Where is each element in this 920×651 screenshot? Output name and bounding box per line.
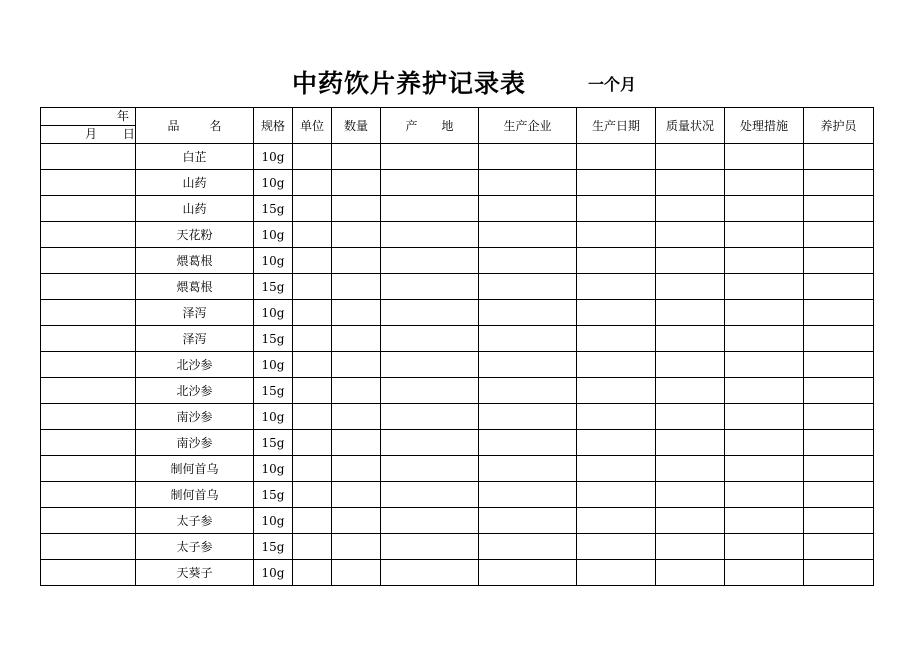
- cell-keeper[interactable]: [804, 196, 874, 222]
- cell-date[interactable]: [41, 326, 136, 352]
- cell-manufacturer[interactable]: [479, 482, 577, 508]
- cell-keeper[interactable]: [804, 300, 874, 326]
- cell-quantity[interactable]: [332, 534, 381, 560]
- cell-spec: 15g: [254, 196, 293, 222]
- cell-spec: 10g: [254, 222, 293, 248]
- header-unit: 单位: [293, 108, 332, 144]
- cell-keeper[interactable]: [804, 222, 874, 248]
- cell-spec: 15g: [254, 378, 293, 404]
- cell-quantity[interactable]: [332, 456, 381, 482]
- cell-quality-status[interactable]: [656, 508, 725, 534]
- table-row: [41, 404, 874, 430]
- cell-unit[interactable]: [293, 430, 332, 456]
- cell-keeper[interactable]: [804, 430, 874, 456]
- table-row: [41, 534, 874, 560]
- cell-date[interactable]: [41, 144, 136, 170]
- cell-unit[interactable]: [293, 560, 332, 586]
- cell-quantity[interactable]: [332, 274, 381, 300]
- cell-date[interactable]: [41, 222, 136, 248]
- cell-keeper[interactable]: [804, 404, 874, 430]
- cell-manufacturer[interactable]: [479, 404, 577, 430]
- cell-spec: 10g: [254, 248, 293, 274]
- table-row: [41, 144, 874, 170]
- cell-origin[interactable]: [381, 248, 479, 274]
- cell-treatment[interactable]: [725, 430, 804, 456]
- table-row: [41, 300, 874, 326]
- cell-production-date[interactable]: [577, 326, 656, 352]
- cell-manufacturer[interactable]: [479, 560, 577, 586]
- cell-quality-status[interactable]: [656, 352, 725, 378]
- cell-unit[interactable]: [293, 274, 332, 300]
- header-origin: 产 地: [381, 108, 479, 144]
- cell-date[interactable]: [41, 430, 136, 456]
- cell-name: 煨葛根: [136, 274, 254, 300]
- cell-keeper[interactable]: [804, 456, 874, 482]
- header-year: 年: [41, 108, 135, 126]
- cell-origin[interactable]: [381, 534, 479, 560]
- cell-quality-status[interactable]: [656, 222, 725, 248]
- cell-production-date[interactable]: [577, 456, 656, 482]
- cell-manufacturer[interactable]: [479, 222, 577, 248]
- table-row: [41, 352, 874, 378]
- cell-quality-status[interactable]: [656, 560, 725, 586]
- cell-quality-status[interactable]: [656, 300, 725, 326]
- cell-production-date[interactable]: [577, 222, 656, 248]
- cell-date[interactable]: [41, 404, 136, 430]
- cell-manufacturer[interactable]: [479, 248, 577, 274]
- cell-production-date[interactable]: [577, 274, 656, 300]
- cell-date[interactable]: [41, 352, 136, 378]
- cell-name: 天花粉: [136, 222, 254, 248]
- cell-unit[interactable]: [293, 482, 332, 508]
- cell-treatment[interactable]: [725, 300, 804, 326]
- cell-name: 南沙参: [136, 430, 254, 456]
- cell-production-date[interactable]: [577, 352, 656, 378]
- cell-unit[interactable]: [293, 456, 332, 482]
- cell-quantity[interactable]: [332, 404, 381, 430]
- header-date: [41, 108, 136, 144]
- table-row: [41, 378, 874, 404]
- cell-name: 制何首乌: [136, 482, 254, 508]
- cell-name: 泽泻: [136, 326, 254, 352]
- cell-manufacturer[interactable]: [479, 378, 577, 404]
- cell-origin[interactable]: [381, 326, 479, 352]
- cell-unit[interactable]: [293, 534, 332, 560]
- cell-date[interactable]: [41, 456, 136, 482]
- cell-spec: 15g: [254, 430, 293, 456]
- cell-name: 山药: [136, 196, 254, 222]
- cell-treatment[interactable]: [725, 326, 804, 352]
- cell-manufacturer[interactable]: [479, 144, 577, 170]
- cell-production-date[interactable]: [577, 534, 656, 560]
- cell-quality-status[interactable]: [656, 456, 725, 482]
- cell-origin[interactable]: [381, 378, 479, 404]
- cell-manufacturer[interactable]: [479, 508, 577, 534]
- cell-name: 北沙参: [136, 352, 254, 378]
- cell-manufacturer[interactable]: [479, 170, 577, 196]
- cell-date[interactable]: [41, 508, 136, 534]
- cell-quantity[interactable]: [332, 560, 381, 586]
- header-keeper: 养护员: [804, 108, 874, 144]
- cell-quantity[interactable]: [332, 352, 381, 378]
- cell-origin[interactable]: [381, 196, 479, 222]
- table-row: [41, 248, 874, 274]
- cell-date[interactable]: [41, 274, 136, 300]
- cell-date[interactable]: [41, 248, 136, 274]
- cell-keeper[interactable]: [804, 482, 874, 508]
- cell-quality-status[interactable]: [656, 144, 725, 170]
- cell-keeper[interactable]: [804, 248, 874, 274]
- cell-keeper[interactable]: [804, 352, 874, 378]
- period-label: 一个月: [588, 75, 637, 94]
- table-header-row: [41, 108, 874, 144]
- header-spec: 规格: [254, 108, 293, 144]
- cell-origin[interactable]: [381, 456, 479, 482]
- cell-keeper[interactable]: [804, 508, 874, 534]
- cell-quality-status[interactable]: [656, 404, 725, 430]
- cell-quantity[interactable]: [332, 378, 381, 404]
- cell-keeper[interactable]: [804, 560, 874, 586]
- cell-spec: 10g: [254, 144, 293, 170]
- cell-spec: 15g: [254, 534, 293, 560]
- cell-treatment[interactable]: [725, 170, 804, 196]
- cell-unit[interactable]: [293, 248, 332, 274]
- cell-quantity[interactable]: [332, 326, 381, 352]
- cell-name: 南沙参: [136, 404, 254, 430]
- title-row: [0, 64, 920, 100]
- cell-production-date[interactable]: [577, 300, 656, 326]
- table-row: [41, 508, 874, 534]
- cell-origin[interactable]: [381, 560, 479, 586]
- cell-treatment[interactable]: [725, 274, 804, 300]
- cell-quantity[interactable]: [332, 222, 381, 248]
- cell-name: 山药: [136, 170, 254, 196]
- cell-quantity[interactable]: [332, 144, 381, 170]
- cell-name: 太子参: [136, 534, 254, 560]
- cell-production-date[interactable]: [577, 196, 656, 222]
- cell-quantity[interactable]: [332, 430, 381, 456]
- cell-quantity[interactable]: [332, 248, 381, 274]
- cell-origin[interactable]: [381, 352, 479, 378]
- cell-name: 太子参: [136, 508, 254, 534]
- table-row: [41, 560, 874, 586]
- table-row: [41, 430, 874, 456]
- cell-name: 制何首乌: [136, 456, 254, 482]
- page-title: 中药饮片养护记录表: [292, 69, 527, 98]
- header-quantity: 数量: [332, 108, 381, 144]
- cell-quality-status[interactable]: [656, 326, 725, 352]
- cell-treatment[interactable]: [725, 508, 804, 534]
- cell-quantity[interactable]: [332, 170, 381, 196]
- cell-keeper[interactable]: [804, 326, 874, 352]
- cell-treatment[interactable]: [725, 560, 804, 586]
- cell-production-date[interactable]: [577, 404, 656, 430]
- cell-unit[interactable]: [293, 222, 332, 248]
- cell-quantity[interactable]: [332, 196, 381, 222]
- cell-treatment[interactable]: [725, 456, 804, 482]
- cell-date[interactable]: [41, 196, 136, 222]
- cell-keeper[interactable]: [804, 170, 874, 196]
- table-row: [41, 196, 874, 222]
- cell-keeper[interactable]: [804, 274, 874, 300]
- cell-production-date[interactable]: [577, 170, 656, 196]
- cell-origin[interactable]: [381, 222, 479, 248]
- cell-spec: 15g: [254, 482, 293, 508]
- cell-unit[interactable]: [293, 508, 332, 534]
- cell-treatment[interactable]: [725, 144, 804, 170]
- cell-manufacturer[interactable]: [479, 456, 577, 482]
- cell-origin[interactable]: [381, 508, 479, 534]
- cell-date[interactable]: [41, 482, 136, 508]
- cell-manufacturer[interactable]: [479, 430, 577, 456]
- header-quality-status: 质量状况: [656, 108, 725, 144]
- cell-quantity[interactable]: [332, 508, 381, 534]
- cell-origin[interactable]: [381, 144, 479, 170]
- cell-unit[interactable]: [293, 300, 332, 326]
- cell-unit[interactable]: [293, 404, 332, 430]
- cell-treatment[interactable]: [725, 404, 804, 430]
- cell-quality-status[interactable]: [656, 430, 725, 456]
- cell-production-date[interactable]: [577, 378, 656, 404]
- header-treatment: 处理措施: [725, 108, 804, 144]
- cell-production-date[interactable]: [577, 430, 656, 456]
- cell-unit[interactable]: [293, 378, 332, 404]
- cell-date[interactable]: [41, 378, 136, 404]
- cell-quality-status[interactable]: [656, 248, 725, 274]
- cell-date[interactable]: [41, 560, 136, 586]
- cell-treatment[interactable]: [725, 352, 804, 378]
- cell-spec: 10g: [254, 404, 293, 430]
- cell-treatment[interactable]: [725, 196, 804, 222]
- table-row: [41, 222, 874, 248]
- cell-spec: 15g: [254, 274, 293, 300]
- header-production-date: 生产日期: [577, 108, 656, 144]
- cell-spec: 10g: [254, 456, 293, 482]
- cell-date[interactable]: [41, 534, 136, 560]
- cell-origin[interactable]: [381, 274, 479, 300]
- cell-spec: 10g: [254, 508, 293, 534]
- cell-treatment[interactable]: [725, 248, 804, 274]
- table-row: [41, 170, 874, 196]
- cell-origin[interactable]: [381, 170, 479, 196]
- cell-origin[interactable]: [381, 404, 479, 430]
- cell-manufacturer[interactable]: [479, 326, 577, 352]
- cell-spec: 10g: [254, 300, 293, 326]
- header-month-day: 月 日: [85, 127, 135, 141]
- cell-manufacturer[interactable]: [479, 196, 577, 222]
- cell-date[interactable]: [41, 300, 136, 326]
- cell-keeper[interactable]: [804, 378, 874, 404]
- cell-origin[interactable]: [381, 430, 479, 456]
- cell-keeper[interactable]: [804, 534, 874, 560]
- cell-manufacturer[interactable]: [479, 352, 577, 378]
- cell-origin[interactable]: [381, 300, 479, 326]
- cell-spec: 10g: [254, 560, 293, 586]
- cell-name: 煨葛根: [136, 248, 254, 274]
- cell-quality-status[interactable]: [656, 274, 725, 300]
- header-manufacturer: 生产企业: [479, 108, 577, 144]
- cell-production-date[interactable]: [577, 560, 656, 586]
- cell-manufacturer[interactable]: [479, 300, 577, 326]
- cell-production-date[interactable]: [577, 248, 656, 274]
- cell-name: 天葵子: [136, 560, 254, 586]
- cell-unit[interactable]: [293, 144, 332, 170]
- cell-name: 白芷: [136, 144, 254, 170]
- cell-quality-status[interactable]: [656, 482, 725, 508]
- maintenance-record-table: [40, 107, 874, 586]
- cell-date[interactable]: [41, 170, 136, 196]
- cell-quality-status[interactable]: [656, 534, 725, 560]
- cell-name: 北沙参: [136, 378, 254, 404]
- cell-treatment[interactable]: [725, 378, 804, 404]
- table-row: [41, 482, 874, 508]
- cell-quality-status[interactable]: [656, 196, 725, 222]
- cell-spec: 10g: [254, 170, 293, 196]
- cell-unit[interactable]: [293, 196, 332, 222]
- cell-quality-status[interactable]: [656, 170, 725, 196]
- table-row: [41, 326, 874, 352]
- cell-manufacturer[interactable]: [479, 534, 577, 560]
- cell-production-date[interactable]: [577, 508, 656, 534]
- cell-unit[interactable]: [293, 170, 332, 196]
- cell-treatment[interactable]: [725, 222, 804, 248]
- cell-spec: 15g: [254, 326, 293, 352]
- table-row: [41, 456, 874, 482]
- cell-keeper[interactable]: [804, 144, 874, 170]
- cell-production-date[interactable]: [577, 144, 656, 170]
- table-body: [41, 144, 874, 586]
- cell-quality-status[interactable]: [656, 378, 725, 404]
- cell-origin[interactable]: [381, 482, 479, 508]
- table-row: [41, 274, 874, 300]
- cell-spec: 10g: [254, 352, 293, 378]
- cell-manufacturer[interactable]: [479, 274, 577, 300]
- cell-name: 泽泻: [136, 300, 254, 326]
- cell-unit[interactable]: [293, 352, 332, 378]
- cell-quantity[interactable]: [332, 300, 381, 326]
- cell-quantity[interactable]: [332, 482, 381, 508]
- cell-treatment[interactable]: [725, 482, 804, 508]
- header-name: 品 名: [136, 108, 254, 144]
- cell-treatment[interactable]: [725, 534, 804, 560]
- cell-production-date[interactable]: [577, 482, 656, 508]
- cell-unit[interactable]: [293, 326, 332, 352]
